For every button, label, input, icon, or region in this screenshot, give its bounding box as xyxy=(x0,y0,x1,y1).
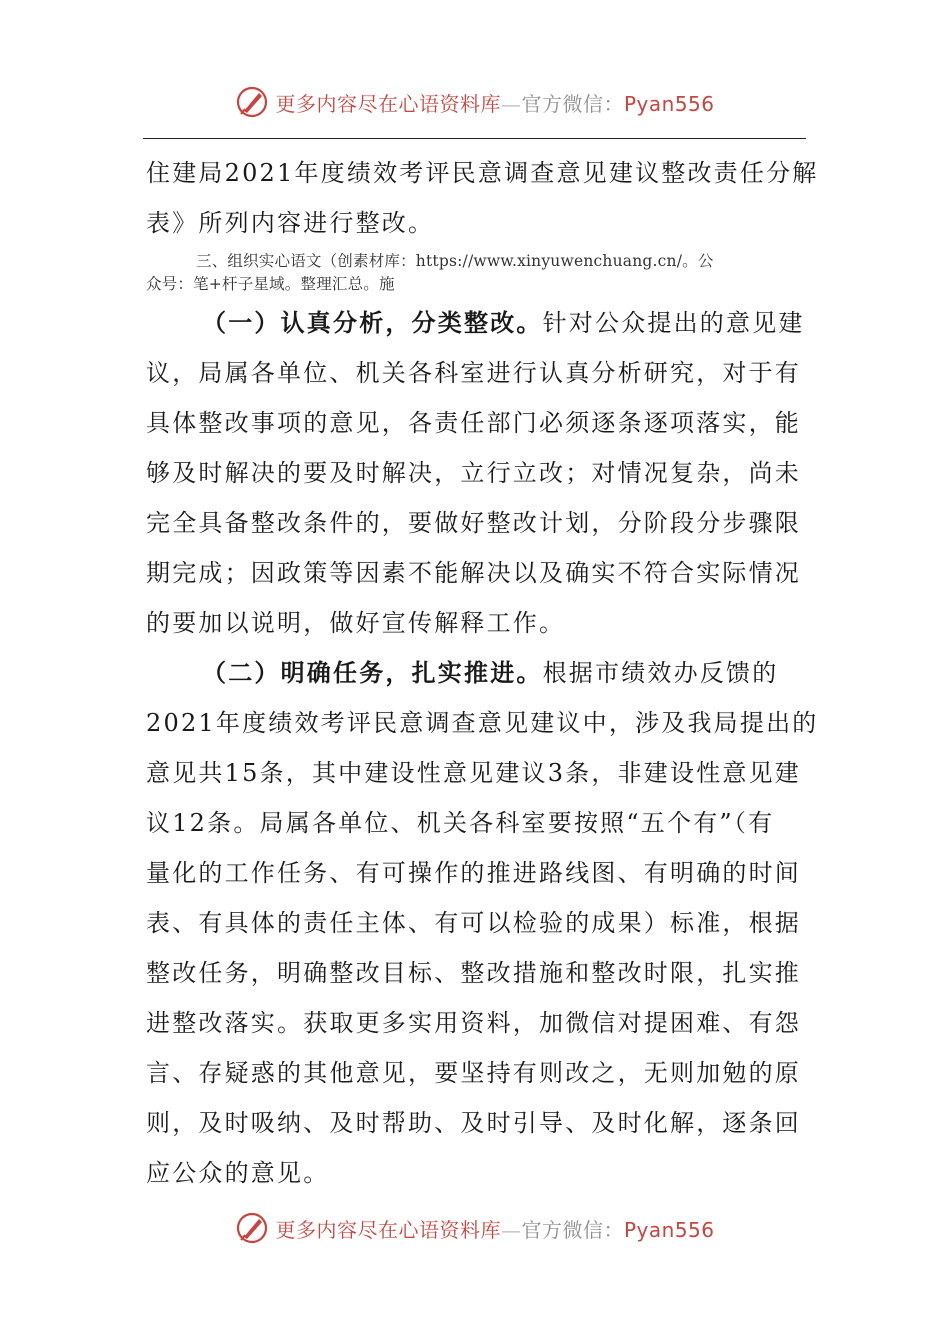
body-line: 言、存疑惑的其他意见，要坚持有则改之，无则加勉的原 xyxy=(146,1059,801,1087)
body-line: 应公众的意见。 xyxy=(146,1159,330,1187)
section2-first-line: （二）明确任务，扎实推进。根据市绩效办反馈的 xyxy=(202,658,779,687)
quill-logo-icon xyxy=(235,1211,269,1245)
body-line: 完全具备整改条件的，要做好整改计划，分阶段分步骤限 xyxy=(146,509,801,537)
watermark-text: 更多内容尽在心语资料库—官方微信：Pyan556 xyxy=(275,91,715,116)
body-line: 议，局属各单位、机关各科室进行认真分析研究，对于有 xyxy=(146,359,801,387)
section1-heading: （一）认真分析，分类整改。 xyxy=(202,308,543,337)
body-line: 议12条。局属各单位、机关各科室要按照“五个有”（有 xyxy=(146,809,775,837)
body-line: 2021年度绩效考评民意调查意见建议中，涉及我局提出的 xyxy=(146,709,819,737)
body-line: 具体整改事项的意见，各责任部门必须逐条逐项落实，能 xyxy=(146,409,801,437)
body-line: 意见共15条，其中建设性意见建议3条，非建设性意见建 xyxy=(146,759,802,787)
quill-logo-icon xyxy=(235,85,269,119)
section2-heading: （二）明确任务，扎实推进。 xyxy=(202,658,543,687)
body-line: 则，及时吸纳、及时帮助、及时引导、及时化解，逐条回 xyxy=(146,1109,801,1137)
body-line: 的要加以说明，做好宣传解释工作。 xyxy=(146,609,566,637)
body-line: 整改任务，明确整改目标、整改措施和整改时限，扎实推 xyxy=(146,959,801,987)
header-rule xyxy=(143,138,806,139)
body-line: 住建局2021年度绩效考评民意调查意见建议整改责任分解 xyxy=(146,159,819,187)
watermark-text: 更多内容尽在心语资料库—官方微信：Pyan556 xyxy=(275,1217,715,1242)
body-line: 量化的工作任务、有可操作的推进路线图、有明确的时间 xyxy=(146,859,801,887)
body-line: 进整改落实。获取更多实用资料，加微信对提困难、有怨 xyxy=(146,1009,801,1037)
document-body xyxy=(146,148,819,1198)
watermark-banner-bottom xyxy=(0,1208,950,1248)
note-line: 三、组织实心语文（创素材库：https://www.xinyuwenchuang.cn/。公 xyxy=(196,252,714,270)
body-line: 期完成；因政策等因素不能解决以及确实不符合实际情况 xyxy=(146,559,801,587)
watermark-banner-top xyxy=(0,82,950,122)
body-line: 够及时解决的要及时解决，立行立改；对情况复杂，尚未 xyxy=(146,459,801,487)
section1-first-line: （一）认真分析，分类整改。针对公众提出的意见建 xyxy=(202,308,805,337)
body-line: 表、有具体的责任主体、有可以检验的成果）标准，根据 xyxy=(146,909,801,937)
body-line: 表》所列内容进行整改。 xyxy=(146,209,435,237)
note-line: 众号：笔+杆子星域。整理汇总。施 xyxy=(146,275,395,293)
